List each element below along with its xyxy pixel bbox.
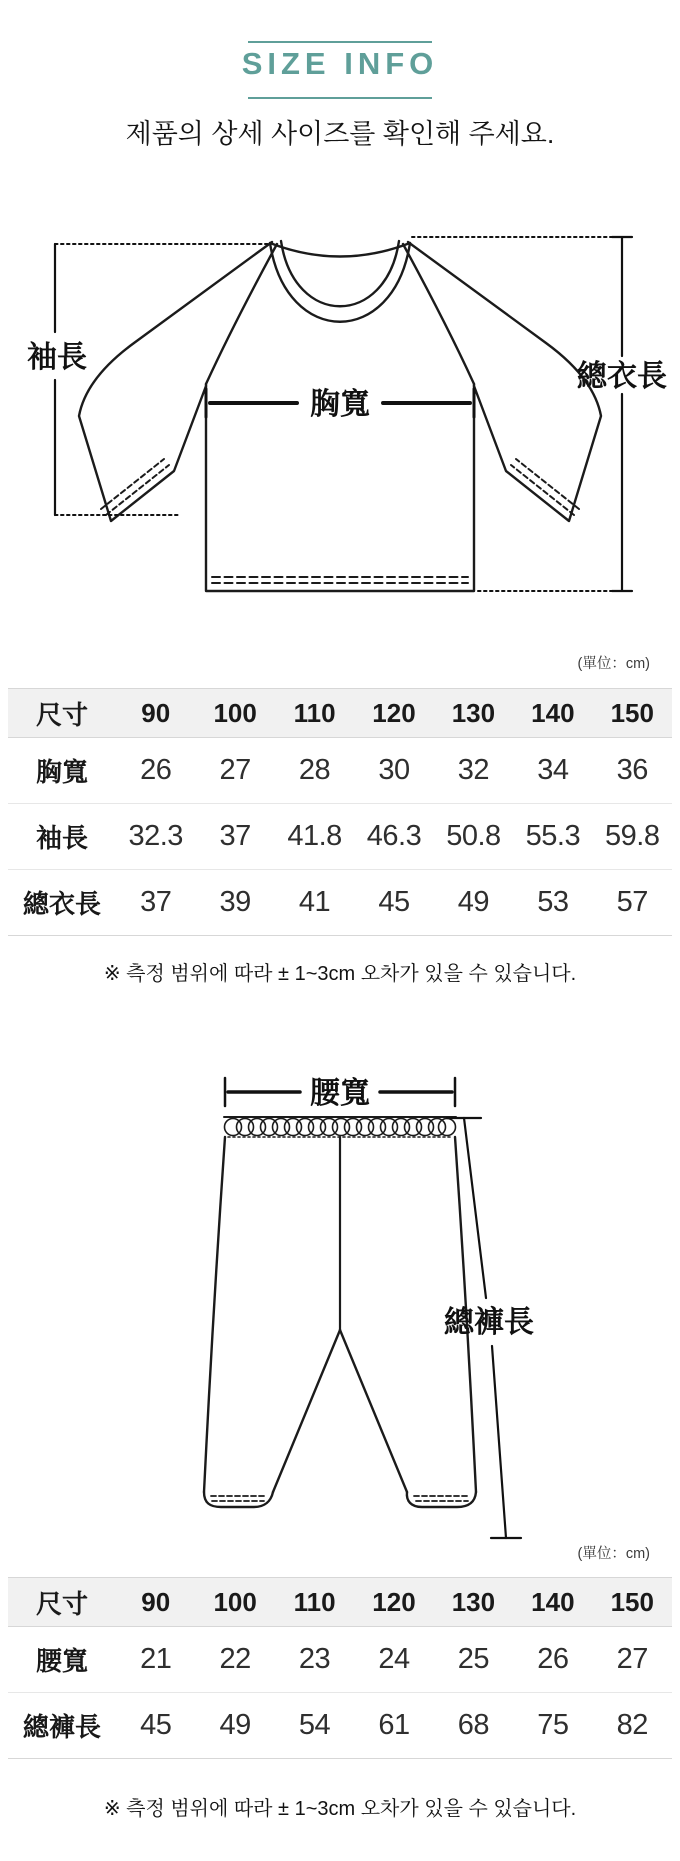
value-cell: 68 — [434, 1693, 513, 1759]
value-cell: 50.8 — [434, 804, 513, 870]
value-cell: 39 — [195, 870, 274, 936]
value-cell: 41 — [275, 870, 354, 936]
shirt-cuff-stitching — [101, 459, 579, 515]
value-cell: 30 — [354, 738, 433, 804]
header-cell: 90 — [116, 688, 195, 738]
header-cell: 90 — [116, 1577, 195, 1627]
value-cell: 32.3 — [116, 804, 195, 870]
unit-label-top: (單位：cm) — [577, 656, 650, 672]
pants-outer-left — [204, 1137, 225, 1492]
value-cell: 55.3 — [513, 804, 592, 870]
row-label: 胸寬 — [8, 738, 116, 804]
subtitle: 제품의 상세 사이즈를 확인해 주세요. — [125, 119, 555, 149]
pants-inseam-right — [340, 1330, 407, 1492]
value-cell: 26 — [513, 1627, 592, 1693]
value-cell: 49 — [434, 870, 513, 936]
pants-size-table — [8, 1577, 672, 1759]
value-cell: 26 — [116, 738, 195, 804]
pants-inseam-left — [273, 1330, 340, 1492]
shirt-hem-stitching — [212, 577, 468, 583]
pants-diagram — [0, 1060, 680, 1560]
value-cell: 21 — [116, 1627, 195, 1693]
value-cell: 53 — [513, 870, 592, 936]
shirt-sleeve-right — [408, 242, 601, 521]
title-rule-bottom — [248, 97, 432, 99]
pants-length-label: 總褲長 — [444, 1306, 534, 1339]
header-cell: 100 — [195, 688, 274, 738]
value-cell: 41.8 — [275, 804, 354, 870]
total-length-label: 總衣長 — [577, 360, 667, 393]
value-cell: 45 — [116, 1693, 195, 1759]
value-cell: 75 — [513, 1693, 592, 1759]
header-cell: 110 — [275, 688, 354, 738]
waist-width-label: 腰寬 — [310, 1077, 370, 1110]
value-cell: 59.8 — [593, 804, 672, 870]
value-cell: 37 — [195, 804, 274, 870]
value-cell: 36 — [593, 738, 672, 804]
value-cell: 27 — [593, 1627, 672, 1693]
measurement-note-top: ※ 측정 범위에 따라 ± 1~3cm 오차가 있을 수 있습니다. — [103, 963, 577, 985]
value-cell: 54 — [275, 1693, 354, 1759]
value-cell: 22 — [195, 1627, 274, 1693]
sleeve-length-label: 袖長 — [27, 341, 87, 374]
shirt-size-table — [8, 688, 672, 936]
value-cell: 32 — [434, 738, 513, 804]
header-cell: 140 — [513, 688, 592, 738]
row-label: 總衣長 — [8, 870, 116, 936]
row-label: 總褲長 — [8, 1693, 116, 1759]
value-cell: 57 — [593, 870, 672, 936]
header-cell: 尺寸 — [8, 688, 116, 738]
value-cell: 45 — [354, 870, 433, 936]
page-title: SIZE INFO — [241, 46, 439, 81]
chest-width-label: 胸寬 — [310, 388, 370, 421]
value-cell: 23 — [275, 1627, 354, 1693]
pants-hem-stitching — [211, 1496, 469, 1501]
value-cell: 24 — [354, 1627, 433, 1693]
header-cell: 120 — [354, 688, 433, 738]
row-label: 袖長 — [8, 804, 116, 870]
header-cell: 尺寸 — [8, 1577, 116, 1627]
sleeve-length-measure — [55, 244, 268, 515]
pants-outline — [204, 1137, 476, 1507]
header-cell: 130 — [434, 688, 513, 738]
header-cell: 110 — [275, 1577, 354, 1627]
title-rule-top — [248, 41, 432, 43]
value-cell: 34 — [513, 738, 592, 804]
shirt-neckband-outer — [270, 243, 410, 322]
shirt-sleeve-left — [79, 242, 272, 521]
pants-hem-right — [407, 1492, 476, 1507]
header-cell: 150 — [593, 1577, 672, 1627]
pants-waistband — [224, 1117, 456, 1137]
header-cell: 140 — [513, 1577, 592, 1627]
value-cell: 28 — [275, 738, 354, 804]
unit-label-bottom: (單位：cm) — [577, 1546, 650, 1562]
value-cell: 27 — [195, 738, 274, 804]
total-length-measure — [412, 237, 632, 591]
value-cell: 46.3 — [354, 804, 433, 870]
value-cell: 25 — [434, 1627, 513, 1693]
header-cell: 120 — [354, 1577, 433, 1627]
shirt-collar-back — [270, 243, 410, 257]
row-label: 腰寬 — [8, 1627, 116, 1693]
shirt-diagram — [0, 160, 680, 620]
measurement-note-bottom: ※ 측정 범위에 따라 ± 1~3cm 오차가 있을 수 있습니다. — [103, 1798, 577, 1820]
header-cell: 150 — [593, 688, 672, 738]
value-cell: 49 — [195, 1693, 274, 1759]
header-cell: 130 — [434, 1577, 513, 1627]
value-cell: 82 — [593, 1693, 672, 1759]
value-cell: 37 — [116, 870, 195, 936]
value-cell: 61 — [354, 1693, 433, 1759]
header-cell: 100 — [195, 1577, 274, 1627]
pants-hem-left — [204, 1492, 273, 1507]
